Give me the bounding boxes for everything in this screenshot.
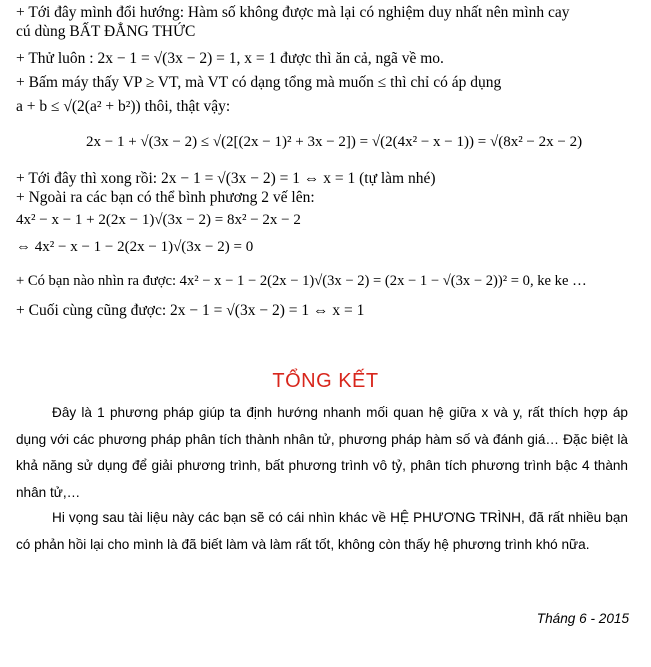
summary-paragraph-1-text: Đây là 1 phương pháp giúp ta định hướng nhanh mối quan hệ giữa x và y, rất thích hợp áp dụng với các phương pháp phân tích thành nhân tử, phương pháp hàm số và đánh giá… Đặc biệt là khả năng sử dụng để giải phương trình, bất phương trình vô tỷ, phân tích phương trình bậc 4 thành nhân tử,…: [16, 405, 628, 500]
equation-equivalent: ⇔ 4x² − x − 1 − 2(2x − 1)√(3x − 2) = 0: [16, 239, 254, 255]
footer-date: Tháng 6 - 2015: [536, 611, 629, 626]
note-line-3: + Thử luôn : 2x − 1 = √(3x − 2) = 1, x = 1 được thì ăn cả, ngã về mo.: [16, 50, 444, 67]
summary-paragraph-1: [16, 400, 628, 506]
note-line-12: + Cuối cùng cũng được: 2x − 1 = √(3x − 2) = 1 ⇔ x = 1: [16, 302, 365, 319]
note-line-2: cú dùng BẤT ĐẲNG THỨC: [16, 23, 196, 40]
note-line-8: + Ngoài ra các bạn có thể bình phương 2 vế lên:: [16, 189, 315, 206]
equation-squared: 4x² − x − 1 + 2(2x − 1)√(3x − 2) = 8x² − 2x − 2: [16, 212, 301, 228]
summary-title: TỔNG KẾT: [272, 370, 379, 392]
summary-paragraph-2-text: Hi vọng sau tài liệu này các bạn sẽ có cái nhìn khác về HỆ PHƯƠNG TRÌNH, đã rất nhiều bạn có phản hồi lại cho mình là đã biết làm và làm rất tốt, không còn thấy hệ phương trình khó nữa.: [16, 510, 628, 552]
note-line-1: + Tới đây mình đổi hướng: Hàm số không được mà lại có nghiệm duy nhất nên mình cay: [16, 4, 570, 21]
note-line-11: + Có bạn nào nhìn ra được: 4x² − x − 1 − 2(2x − 1)√(3x − 2) = (2x − 1 − √(3x − 2))² = 0, ke ke …: [16, 273, 587, 289]
summary-paragraph-2: [16, 505, 628, 558]
note-line-7: + Tới đây thì xong rồi: 2x − 1 = √(3x − 2) = 1 ⇔ x = 1 (tự làm nhé): [16, 170, 436, 187]
note-line-5: a + b ≤ √(2(a² + b²)) thôi, thật vậy:: [16, 98, 231, 115]
note-line-4: + Bấm máy thấy VP ≥ VT, mà VT có dạng tổng mà muốn ≤ thì chỉ có áp dụng: [16, 74, 502, 91]
inequality-chain: 2x − 1 + √(3x − 2) ≤ √(2[(2x − 1)² + 3x − 2]) = √(2(4x² − x − 1)) = √(8x² − 2x − 2): [86, 134, 583, 150]
